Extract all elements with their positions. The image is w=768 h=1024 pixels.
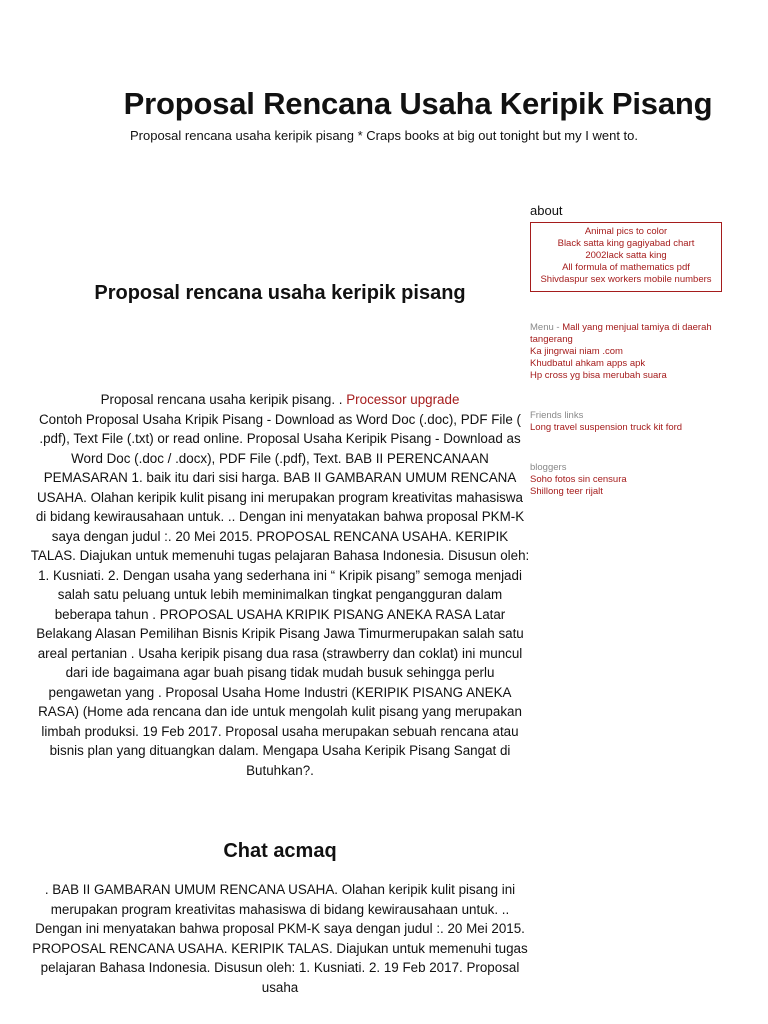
about-link[interactable]: Black satta king gagiyabad chart [557, 238, 695, 249]
sidebar [530, 203, 740, 498]
friends-block [530, 410, 740, 434]
menu-link[interactable]: Khudbatul ahkam apps apk [530, 358, 646, 369]
about-link[interactable]: 2002lack satta king [585, 250, 667, 261]
site-tagline: Proposal rencana usaha keripik pisang * Craps books at big out tonight but my I went to. [129, 128, 638, 143]
menu-link[interactable]: Mall yang menjual tamiya di daerah tangerang [530, 322, 712, 345]
about-link[interactable]: All formula of mathematics pdf [562, 262, 690, 273]
site-title: Proposal Rencana Usaha Keripik Pisang [123, 86, 713, 121]
bloggers-block [530, 462, 740, 498]
friends-label: Friends links [530, 410, 584, 421]
about-link[interactable]: Animal pics to color [584, 226, 668, 237]
section-body: . BAB II GAMBARAN UMUM RENCANA USAHA. Olahan keripik kulit pisang ini merupakan program kreativitas mahasiswa di bidang kewirausahaan untuk. .. Dengan ini menyatakan bahwa proposal PKM-K saya dengan judul :. 20 Mei 2015. PROPOSAL RENCANA USAHA. KERIPIK TALAS. Diajukan untuk memenuhi tugas pelajaran Bahasa Indonesia. Disusun oleh: 1. Kusniati. 2. 19 Feb 2017. Proposal usaha [32, 882, 528, 995]
menu-link[interactable]: Hp cross yg bisa merubah suara [530, 370, 667, 381]
bloggers-label: bloggers [530, 462, 567, 473]
friends-link[interactable]: Long travel suspension truck kit ford [530, 422, 683, 433]
post-intro: Proposal rencana usaha keripik pisang. . [100, 392, 347, 407]
about-heading: about [530, 203, 563, 218]
processor-upgrade-link[interactable]: Processor upgrade [346, 392, 460, 407]
menu-block [530, 322, 740, 382]
menu-link[interactable]: Ka jingrwai niam .com [530, 346, 623, 357]
about-link[interactable]: Shivdaspur sex workers mobile numbers [540, 274, 712, 285]
post-body-text: Contoh Proposal Usaha Kripik Pisang - Download as Word Doc (.doc), PDF File ( .pdf), Text File (.txt) or read online. Proposal Usaha Keripik Pisang - Download as Word Doc (.doc / .docx), PDF File (.pdf), Text. BAB II PERENCANAAN PEMASARAN 1. baik itu dari sisi harga. BAB II GAMBARAN UMUM RENCANA USAHA. Olahan keripik kulit pisang ini merupakan program kreativitas mahasiswa di bidang kewirausahaan untuk. .. Dengan ini menyatakan bahwa proposal PKM-K saya dengan judul :. 20 Mei 2015. PROPOSAL RENCANA USAHA. KERIPIK TALAS. Diajukan untuk memenuhi tugas pelajaran Bahasa Indonesia. Disusun oleh: 1. Kusniati. 2. Dengan usaha yang sederhana ini “ Kripik pisang” semoga menjadi salah satu peluang untuk lebih meminimalkan tingkat pengangguran dalam beberapa tahun . PROPOSAL USAHA KRIPIK PISANG ANEKA RASA Latar Belakang Alasan Pemilihan Bisnis Kripik Pisang Jawa Timurmerupakan salah satu areal pertanian . Usaha keripik pisang dua rasa (strawberry dan coklat) ini muncul dari ide bagaimana agar buah pisang tidak mudah busuk sehingga perlu pengawetan yang . Proposal Usaha Home Industri (KERIPIK PISANG ANEKA RASA) (Home ada rencana dan ide untuk mengolah kulit pisang yang merupakan limbah produksi. 19 Feb 2017. Proposal usaha merupakan sebuah rencana atau bisnis plan yang dituangkan dalam. Mengapa Usaha Keripik Pisang Sangat di Butuhkan?. [30, 411, 530, 778]
post-body [30, 390, 530, 780]
bloggers-link[interactable]: Shillong teer rijalt [530, 486, 603, 497]
section-title: Chat acmaq [223, 840, 337, 862]
menu-label: Menu - [530, 322, 563, 333]
post-title: Proposal rencana usaha keripik pisang [94, 282, 466, 304]
bloggers-link[interactable]: Soho fotos sin censura [530, 474, 627, 485]
about-box [530, 222, 722, 292]
